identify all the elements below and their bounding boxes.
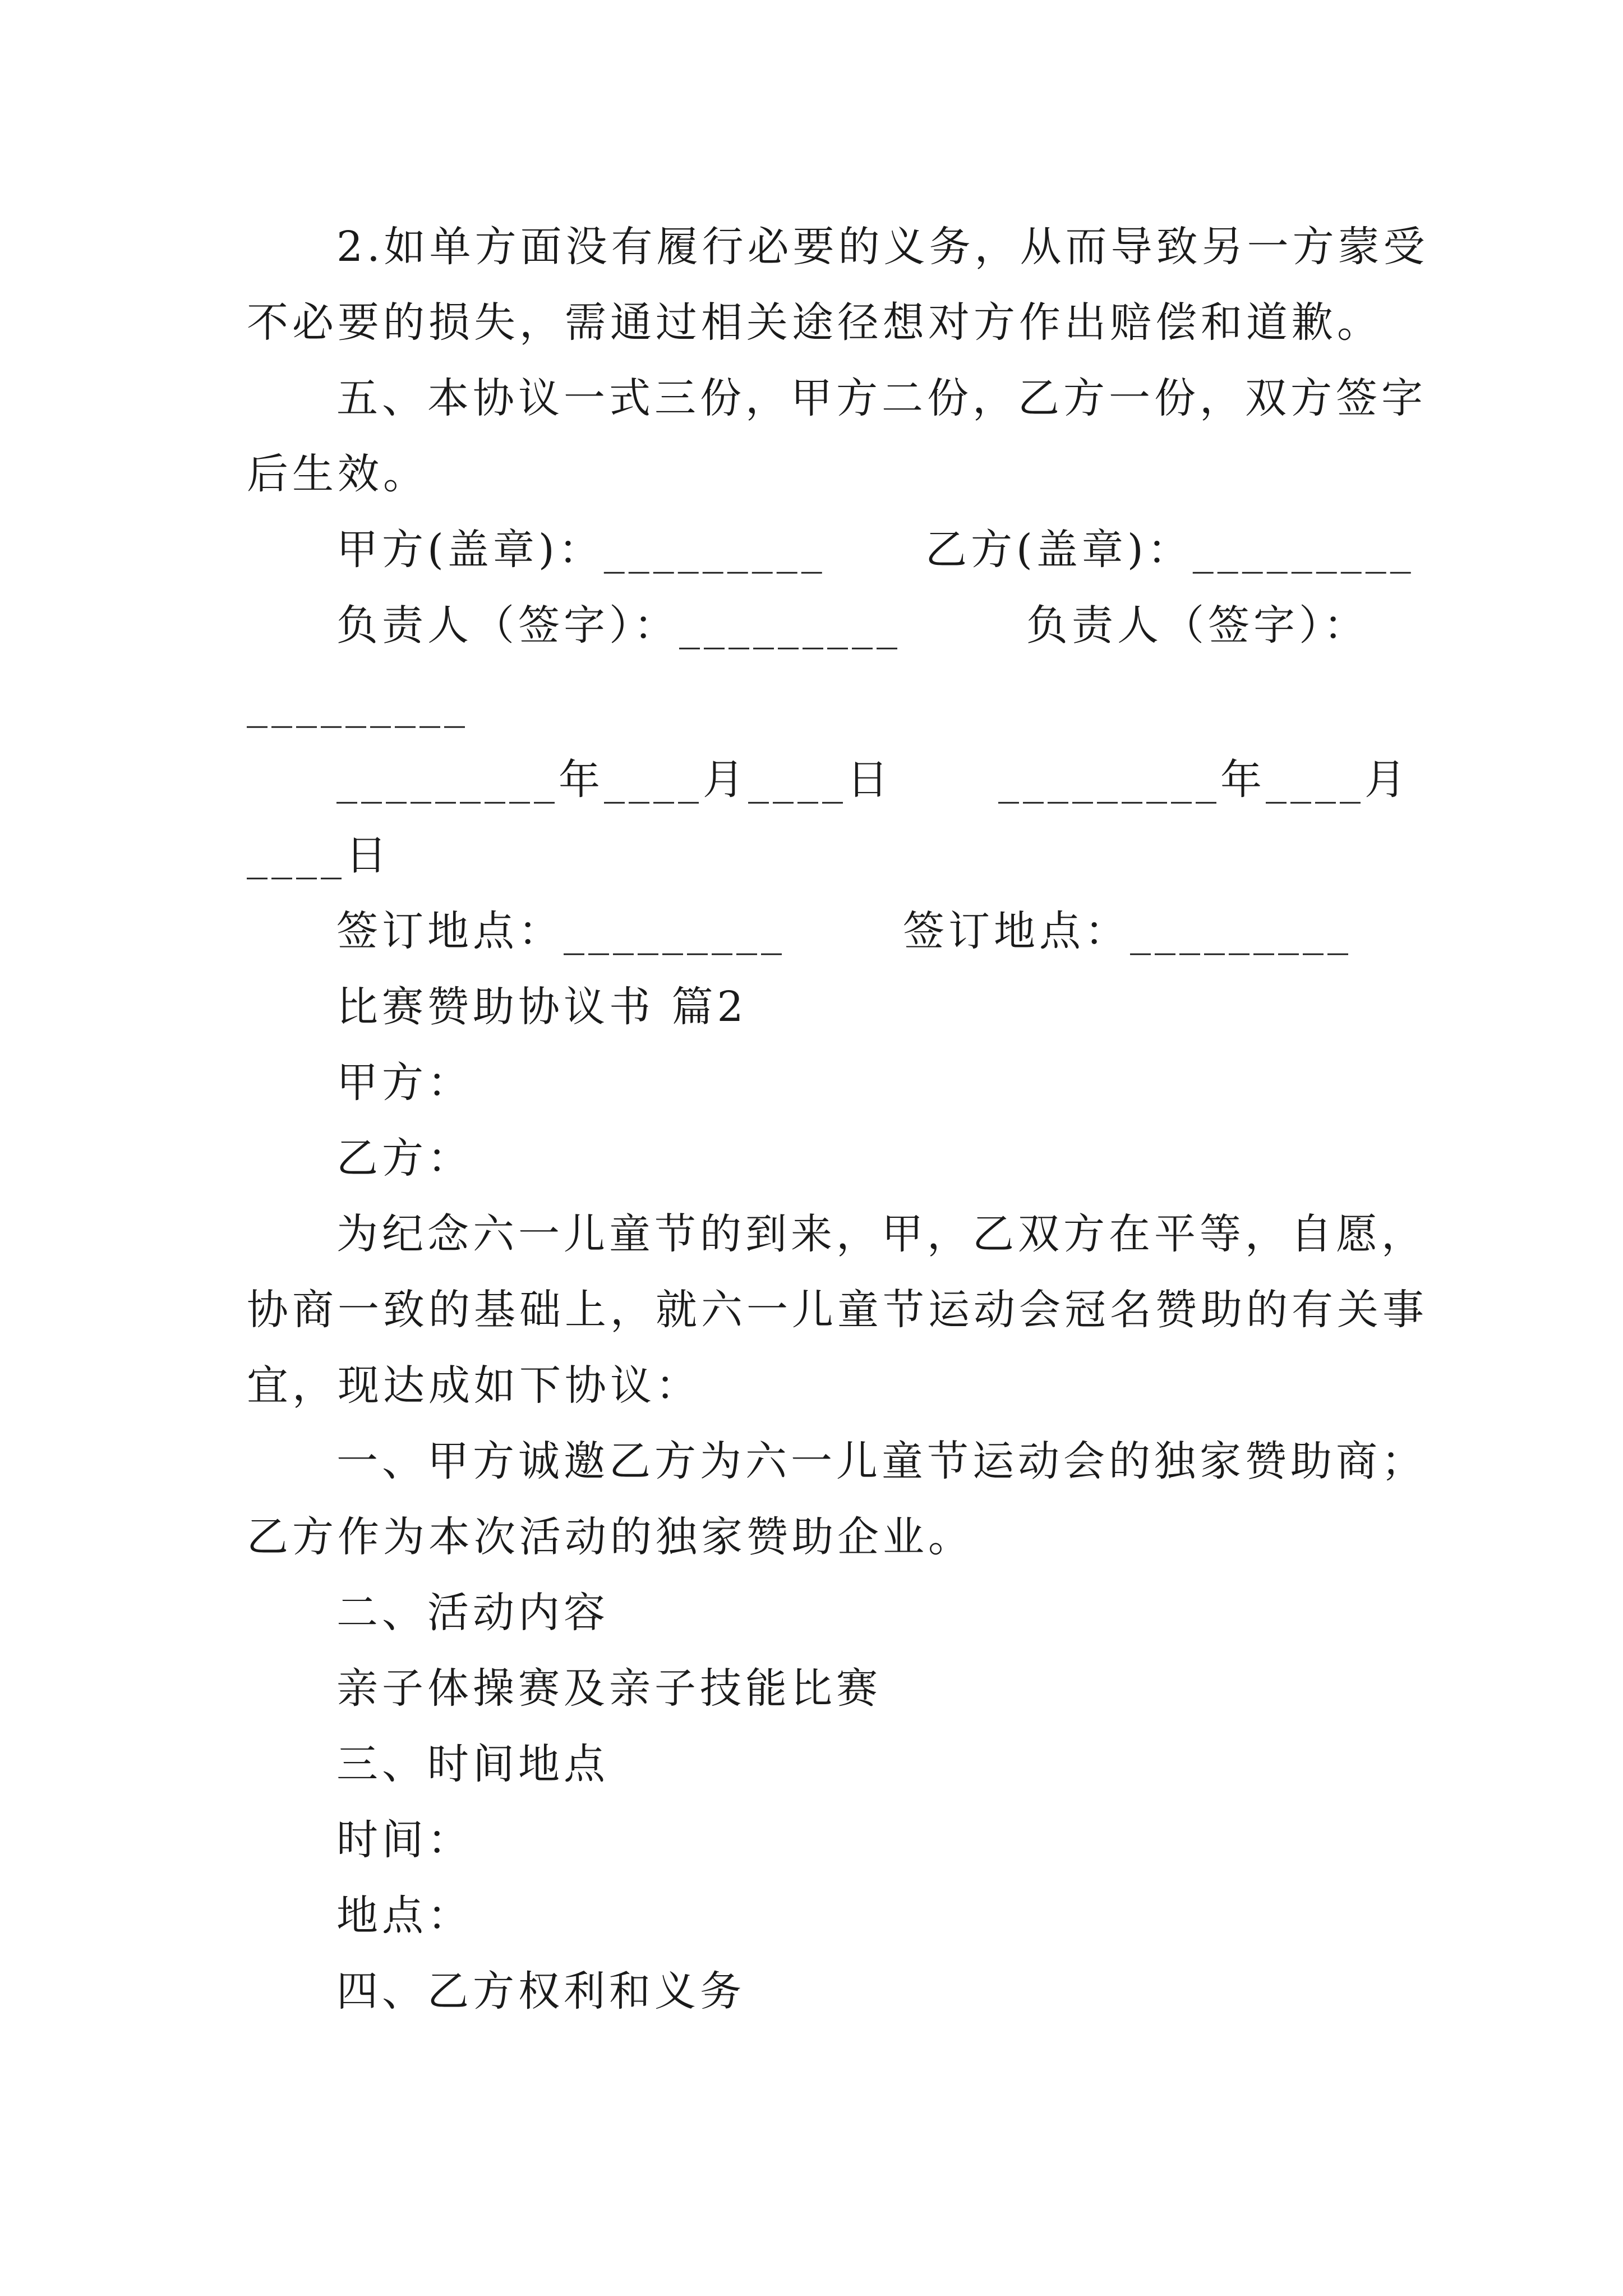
text-line: 不必要的损失，需通过相关途径想对方作出赔偿和道歉。 [247, 298, 1382, 347]
text-line: 四、乙方权利和义务 [336, 1967, 745, 2016]
party-b-location: 签订地点：_________ [903, 907, 1352, 955]
party-b-signer-blank: _________ [247, 680, 469, 728]
text-line: 地点： [336, 1892, 473, 1940]
party-a-date: _________年____月____日 [336, 756, 892, 804]
text-line: 甲方： [336, 1059, 473, 1107]
party-a-signer: 负责人（签字）：_________ [336, 601, 901, 650]
party-b-signer: 负责人（签字）： [1026, 601, 1369, 650]
text-line: 乙方： [336, 1134, 473, 1182]
text-line: 乙方作为本次活动的独家赞助企业。 [247, 1513, 974, 1561]
text-line: 五、本协议一式三份，甲方二份，乙方一份，双方签字 [336, 374, 1427, 422]
text-line: 二、活动内容 [336, 1589, 609, 1637]
text-line: 一、甲方诚邀乙方为六一儿童节运动会的独家赞助商； [336, 1437, 1427, 1485]
text-line: 后生效。 [247, 450, 428, 498]
party-b-date: _________年____月 [998, 756, 1410, 804]
text-line: 三、时间地点 [336, 1740, 609, 1788]
party-b-date-day: ____日 [247, 831, 391, 880]
text-line: 为纪念六一儿童节的到来，甲，乙双方在平等，自愿， [336, 1210, 1427, 1258]
text-line: 协商一致的基础上，就六一儿童节运动会冠名赞助的有关事 [247, 1286, 1428, 1334]
section-title: 比赛赞助协议书 篇2 [336, 983, 748, 1031]
party-a-seal: 甲方(盖章)：_________ [336, 526, 826, 574]
party-b-seal: 乙方(盖章)：_________ [925, 526, 1415, 574]
text-line: 时间： [336, 1816, 473, 1864]
party-a-location: 签订地点：_________ [336, 907, 786, 955]
text-line: 2.如单方面没有履行必要的义务，从而导致另一方蒙受 [336, 223, 1429, 271]
text-line: 宜，现达成如下协议： [247, 1361, 701, 1410]
text-line: 亲子体操赛及亲子技能比赛 [336, 1664, 882, 1713]
